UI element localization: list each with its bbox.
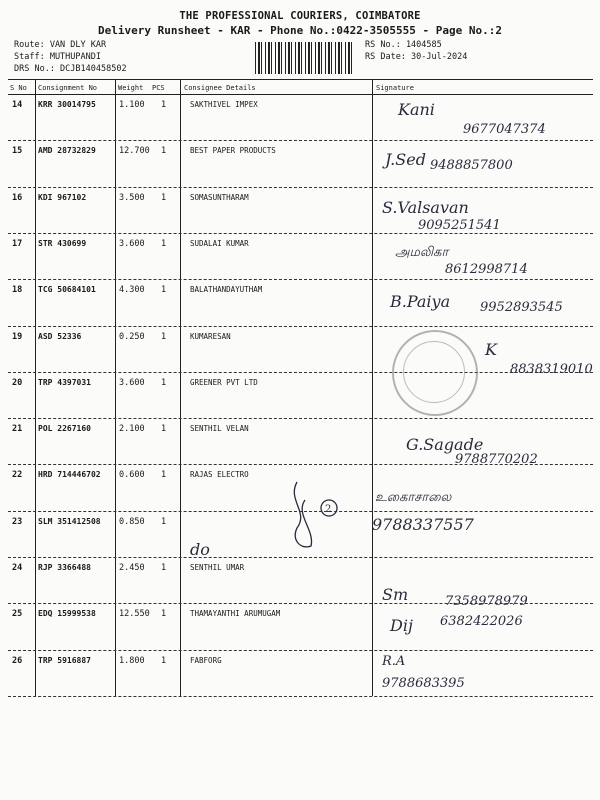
svg-text:2: 2 [325,504,332,515]
rs-date: RS Date: 30-Jul-2024 [365,52,468,62]
cell-sno: 15 [12,146,23,157]
cell-sno: 14 [12,100,23,110]
cell-pcs: 1 [161,470,167,481]
company-title: THE PROFESSIONAL COURIERS, COIMBATORE [179,10,421,22]
cell-name: SUDALAI KUMAR [190,238,249,248]
row-separator [8,650,593,651]
signature-phone: 9677047374 [463,122,546,137]
cell-name: GREENER PVT LTD [190,377,258,387]
signature-mark: Dij [390,616,413,635]
cell-weight: 3.600 [119,238,145,249]
cell-sno: 17 [12,238,23,249]
cell-pcs: 1 [161,516,167,527]
row-separator [8,140,593,141]
signature-text: Kani [398,100,435,119]
signature-phone: 9488857800 [430,158,513,173]
row-separator [8,233,593,234]
cell-sno: 22 [12,470,23,481]
drs-number: DRS No.: DCJB140458502 [14,64,127,74]
signature-phone: 9788770202 [455,452,538,467]
cell-weight: 0.600 [119,470,145,481]
col-header-consignment: Consignment No [38,84,98,92]
cell-weight: 3.600 [119,377,145,388]
cell-sno: 18 [12,285,23,296]
signature-text: G.Sagade [406,435,484,454]
cell-weight: 12.550 [119,609,150,620]
table-header-rule [8,94,593,95]
cell-pcs: 1 [161,285,167,296]
cell-pcs: 1 [161,424,167,435]
signature-mark: Sm [382,585,409,604]
cell-pcs: 1 [161,192,167,203]
signature-phone: 9788337557 [372,515,474,534]
cell-name: SENTHIL UMAR [190,563,245,572]
signature-text: R.A [382,654,406,669]
signature-phone: 6382422026 [440,614,523,629]
cell-cons: STR 430699 [38,238,87,248]
cell-name: SENTHIL VELAN [190,424,249,434]
col-header-weight: Weight [118,84,144,92]
cell-sno: 26 [12,655,23,666]
cell-pcs: 1 [161,655,167,666]
cell-name: RAJAS ELECTRO [190,470,249,480]
cell-cons: KDI 967102 [38,192,87,202]
handwritten-squiggle [285,470,355,560]
signature-phone: 9095251541 [418,218,501,233]
cell-name: BALATHANDAYUTHAM [190,285,263,295]
cell-cons: TCG 50684101 [38,285,96,295]
signature-phone: 8838319010 [510,362,593,377]
col-header-pcs: PCS [152,84,165,92]
table-top-rule [8,79,593,80]
col-header-signature: Signature [376,84,414,92]
staff-label: Staff: MUTHUPANDI [14,52,101,62]
cell-weight: 4.300 [119,285,145,296]
cell-weight: 3.500 [119,192,145,203]
signature-mark: உகைாசாலை [375,490,452,505]
cell-cons: TRP 4397031 [38,377,91,387]
cell-sno: 20 [12,377,23,388]
signature-text: S.Valsavan [382,198,469,217]
row-separator [8,326,593,327]
cell-cons: HRD 714446702 [38,470,101,480]
cell-weight: 0.850 [119,516,145,527]
signature-text: B.Paiya [390,292,451,311]
cell-sno: 25 [12,609,23,620]
cell-cons: SLM 351412508 [38,516,101,526]
cell-pcs: 1 [161,331,167,342]
cell-pcs: 1 [161,100,167,110]
cell-pcs: 1 [161,238,167,249]
col-header-consignee: Consignee Details [184,84,256,92]
col-header-sno: S No [10,84,27,92]
cell-pcs: 1 [161,609,167,620]
row-separator [8,372,593,373]
handwritten-note: do [190,540,210,559]
row-separator [8,418,593,419]
cell-cons: ASD 52336 [38,331,82,341]
cell-weight: 2.100 [119,424,145,435]
signature-mark: J.Sed [385,150,426,169]
signature-mark: அமலிகா [395,245,449,260]
cell-weight: 2.450 [119,563,145,573]
cell-name: THAMAYANTHI ARUMUGAM [190,609,281,619]
cell-pcs: 1 [161,377,167,388]
signature-phone: 8612998714 [445,262,528,277]
cell-name: FABFORG [190,655,222,665]
cell-sno: 21 [12,424,23,435]
signature-phone: 9952893545 [480,300,563,315]
cell-cons: KRR 30014795 [38,100,96,109]
cell-cons: EDQ 15999538 [38,609,96,619]
barcode [255,42,353,74]
rs-number: RS No.: 1404585 [365,40,442,50]
cell-weight: 1.100 [119,100,145,110]
cell-name: SAKTHIVEL IMPEX [190,100,258,109]
cell-cons: AMD 28732829 [38,146,96,156]
signature-text: K [485,340,497,359]
row-separator [8,187,593,188]
cell-weight: 0.250 [119,331,145,342]
cell-pcs: 1 [161,563,167,573]
cell-name: KUMARESAN [190,331,231,341]
cell-sno: 19 [12,331,23,342]
cell-sno: 24 [12,563,23,573]
route-label: Route: VAN DLY KAR [14,40,107,50]
cell-cons: RJP 3366488 [38,563,91,572]
signature-phone: 7358978979 [445,594,528,609]
runsheet-subtitle: Delivery Runsheet - KAR - Phone No.:0422-3505555 - Page No.:2 [98,24,502,37]
courier-stamp [392,330,478,416]
cell-pcs: 1 [161,146,167,157]
row-separator [8,279,593,280]
signature-phone: 9788683395 [382,676,465,691]
cell-weight: 12.700 [119,146,150,157]
cell-name: BEST PAPER PRODUCTS [190,146,276,156]
cell-sno: 16 [12,192,23,203]
cell-sno: 23 [12,516,23,527]
cell-cons: POL 2267160 [38,424,91,434]
cell-cons: TRP 5916887 [38,655,91,665]
row-separator [8,696,593,697]
cell-weight: 1.800 [119,655,145,666]
cell-name: SOMASUNTHARAM [190,192,249,202]
